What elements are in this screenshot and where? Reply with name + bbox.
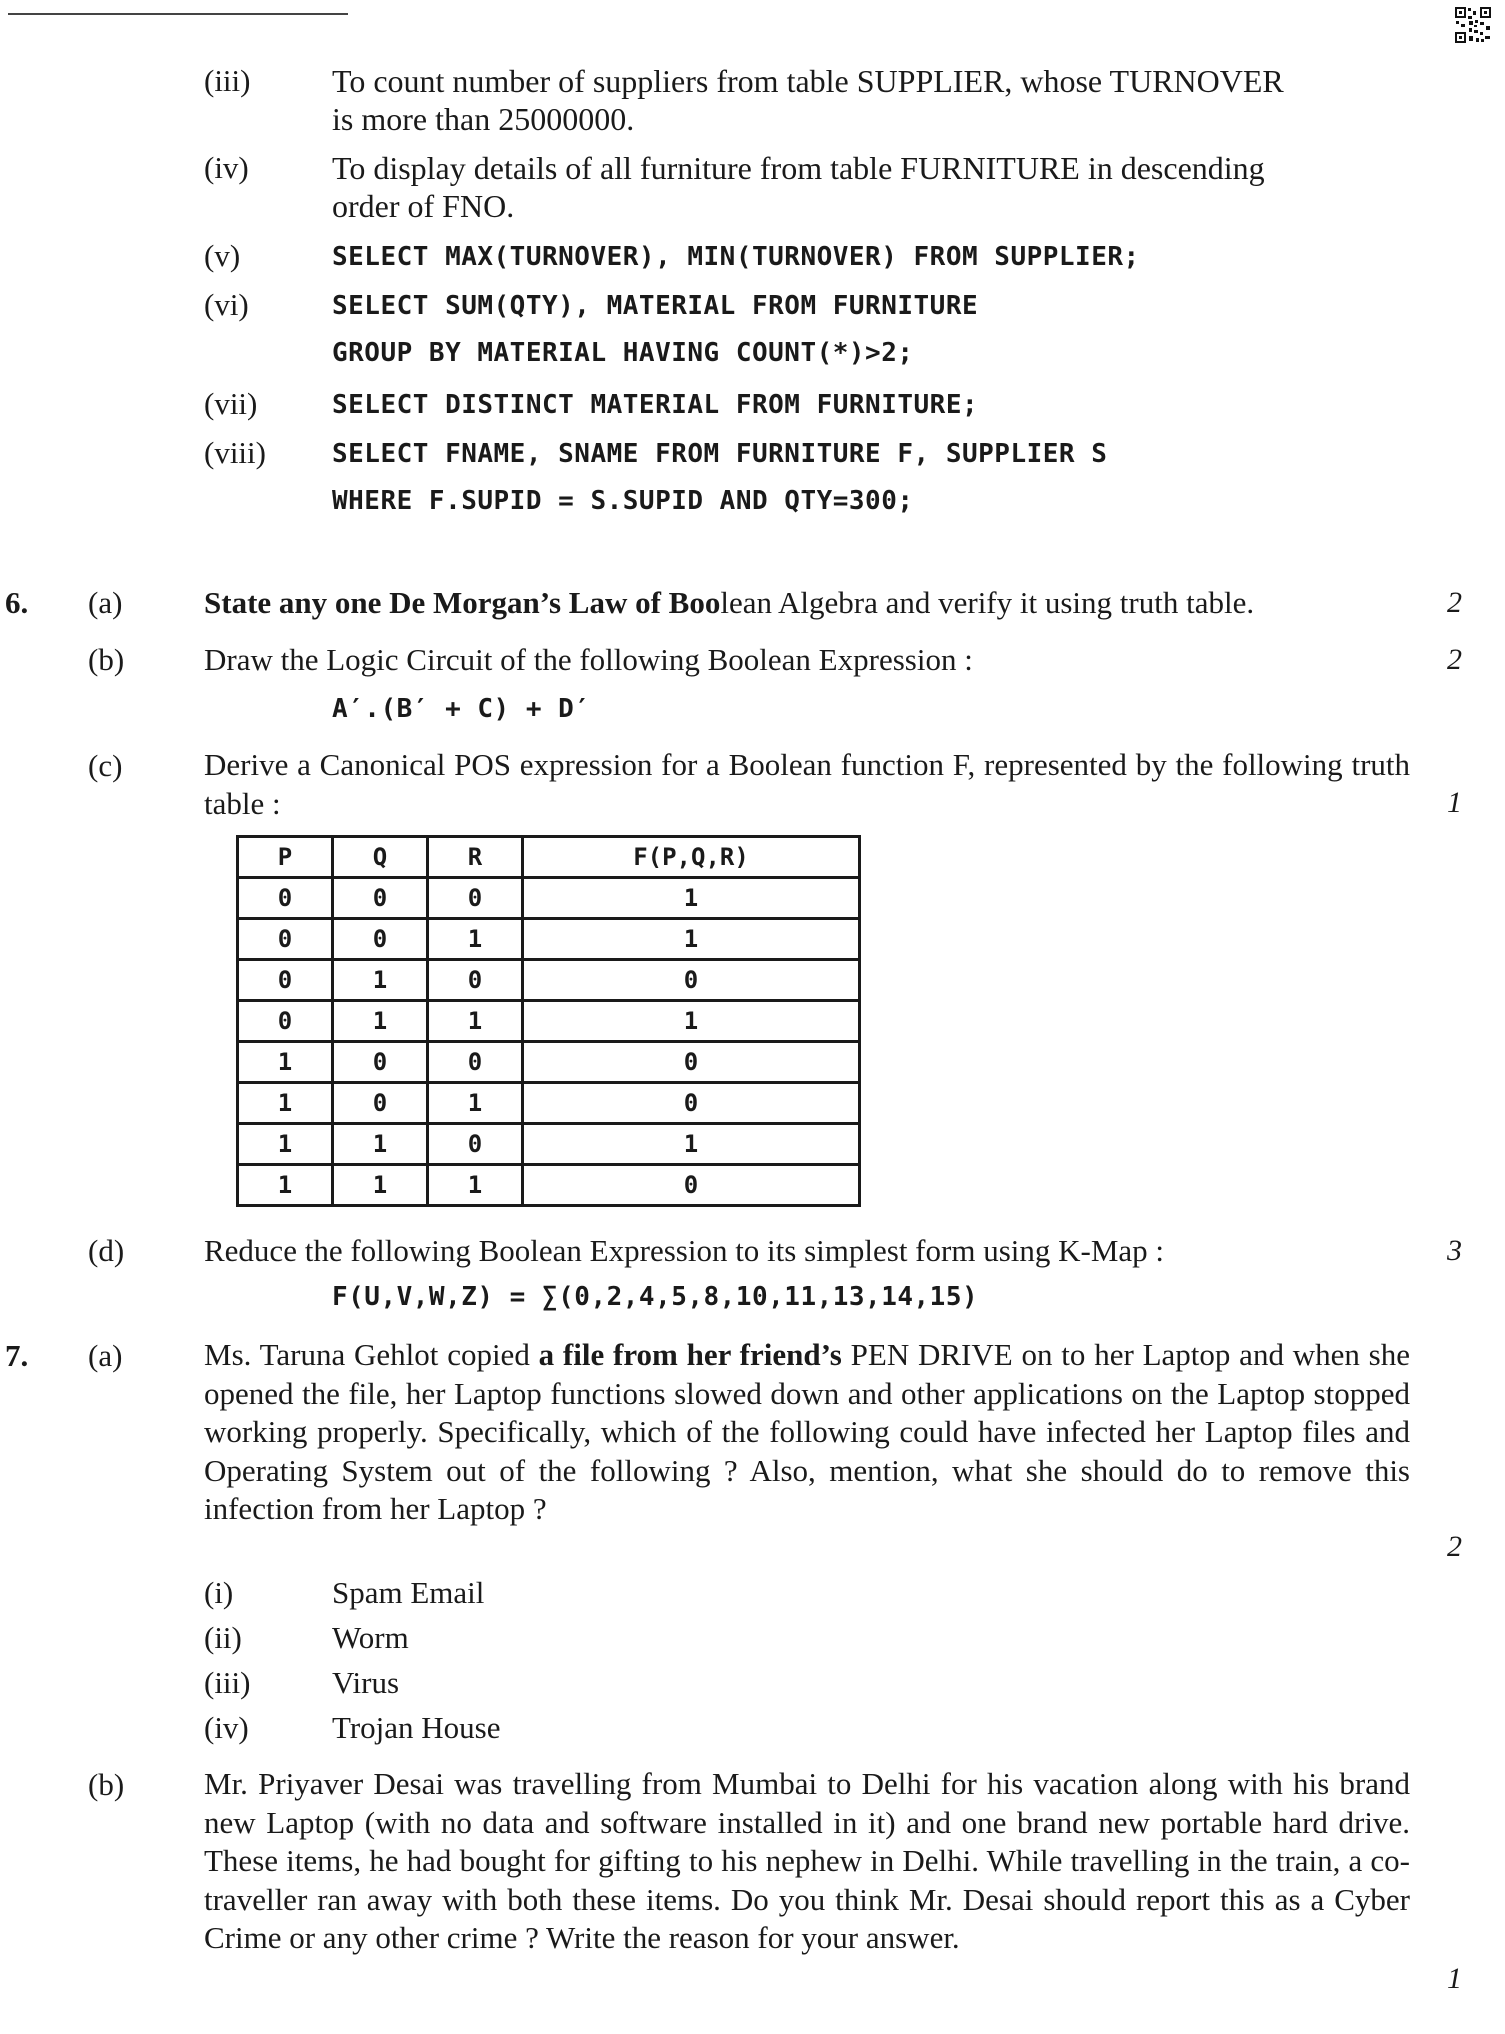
q7a-option-iv-number: (iv) (204, 1710, 249, 1745)
truth-table-cell: 1 (333, 960, 428, 1001)
q7a-label: (a) (88, 1338, 123, 1373)
q5-item-v-code: SELECT MAX(TURNOVER), MIN(TURNOVER) FROM SUPPLIER; (332, 242, 1140, 272)
truth-table-header: Q (333, 837, 428, 878)
qr-code-icon (1454, 6, 1492, 44)
truth-table-row (238, 919, 860, 960)
q5-item-viii-number: (viii) (204, 435, 266, 470)
truth-table-cell: 0 (238, 960, 333, 1001)
q6b-expression: A′.(B′ + C) + D′ (332, 694, 591, 724)
q5-item-vii-code: SELECT DISTINCT MATERIAL FROM FURNITURE; (332, 390, 979, 420)
truth-table-cell: 1 (333, 1165, 428, 1206)
truth-table-cell: 0 (238, 1001, 333, 1042)
truth-table-cell: 1 (428, 919, 523, 960)
truth-table-cell: 1 (238, 1083, 333, 1124)
q5-item-vii-number: (vii) (204, 386, 258, 421)
truth-table-cell: 0 (238, 878, 333, 919)
q5-item-iv-number: (iv) (204, 150, 249, 185)
header-rule (8, 13, 348, 15)
truth-table-cell: 0 (238, 919, 333, 960)
q5-item-iii-line-1: To count number of suppliers from table SUPPLIER, whose TURNOVER (332, 63, 1284, 99)
truth-table-cell: 1 (238, 1042, 333, 1083)
truth-table-cell: 1 (428, 1083, 523, 1124)
q7a-option-i-number: (i) (204, 1575, 234, 1610)
q6d-text: Reduce the following Boolean Expression to its simplest form using K-Map : (204, 1233, 1165, 1268)
truth-table-row (238, 878, 860, 919)
q5-item-vi-number: (vi) (204, 287, 249, 322)
q5-item-iii-number: (iii) (204, 63, 251, 98)
truth-table-row (238, 1083, 860, 1124)
q6c-marks: 1 (1447, 786, 1462, 819)
truth-table-cell: 1 (523, 1124, 860, 1165)
q6c-text: Derive a Canonical POS expression for a Boolean function F, represented by the following truth table : (204, 747, 1410, 821)
truth-table-cell: 0 (428, 878, 523, 919)
q7a-text (204, 1336, 1410, 1529)
truth-table-cell: 0 (523, 960, 860, 1001)
q6d-expression: F(U,V,W,Z) = ∑(0,2,4,5,8,10,11,13,14,15) (332, 1282, 979, 1312)
q6b-label: (b) (88, 642, 125, 677)
q6b-text: Draw the Logic Circuit of the following Boolean Expression : (204, 642, 973, 677)
truth-table-cell: 0 (428, 1124, 523, 1165)
q6b-marks: 2 (1447, 643, 1462, 676)
truth-table-cell: 1 (428, 1165, 523, 1206)
question-6-number: 6. (5, 585, 29, 620)
q7b-marks: 1 (1447, 1962, 1462, 1995)
q5-item-vi-code-2: GROUP BY MATERIAL HAVING COUNT(*)>2; (332, 338, 914, 368)
truth-table-cell: 0 (523, 1165, 860, 1206)
q7a-text-pre: Ms. Taruna Gehlot copied (204, 1337, 539, 1372)
q7a-marks: 2 (1447, 1530, 1462, 1563)
truth-table (236, 835, 861, 1207)
q6a-label: (a) (88, 585, 123, 620)
q5-item-vi-code-1: SELECT SUM(QTY), MATERIAL FROM FURNITURE (332, 291, 979, 321)
q6a-text: lean Algebra and verify it using truth table. (720, 585, 1255, 620)
q5-item-iii-line-2: is more than 25000000. (332, 101, 635, 137)
q7b-text: Mr. Priyaver Desai was travelling from Mumbai to Delhi for his vacation along with his brand new Laptop (with no data and software installed in it) and one brand new portable hard drive. These items, he had bought for gifting to his nephew in Delhi. While travelling in the train, a co-traveller ran away with both these items. Do you think Mr. Desai should report this as a Cyber Crime or any other crime ? Write the reason for your answer. (204, 1766, 1410, 1955)
q6d-marks: 3 (1447, 1234, 1462, 1267)
truth-table-cell: 1 (238, 1165, 333, 1206)
q6a-text-bold: State any one De Morgan’s Law of Boo (204, 585, 721, 620)
q5-item-iv-line-2: order of FNO. (332, 188, 515, 224)
truth-table-row (238, 1124, 860, 1165)
q5-item-v-number: (v) (204, 238, 241, 273)
q5-item-viii-code-2: WHERE F.SUPID = S.SUPID AND QTY=300; (332, 486, 914, 516)
truth-table-header: R (428, 837, 523, 878)
question-7-number: 7. (5, 1338, 29, 1373)
truth-table-cell: 0 (333, 919, 428, 960)
truth-table-cell: 0 (428, 960, 523, 1001)
truth-table-cell: 0 (523, 1083, 860, 1124)
truth-table-header: P (238, 837, 333, 878)
truth-table-cell: 0 (333, 1042, 428, 1083)
q7a-text-bold: a file from her friend’s (538, 1337, 842, 1372)
truth-table-cell: 1 (333, 1124, 428, 1165)
truth-table-row (238, 1165, 860, 1206)
truth-table-header-row (238, 837, 860, 878)
q7b-label: (b) (88, 1767, 125, 1802)
q6a-marks: 2 (1447, 586, 1462, 619)
truth-table-cell: 1 (428, 1001, 523, 1042)
q7a-option-iii-text: Virus (332, 1665, 400, 1700)
q7a-option-iv-text: Trojan House (332, 1710, 501, 1745)
truth-table-cell: 1 (523, 919, 860, 960)
q7a-option-i-text: Spam Email (332, 1575, 485, 1610)
truth-table-cell: 0 (428, 1042, 523, 1083)
q5-item-viii-code-1: SELECT FNAME, SNAME FROM FURNITURE F, SUPPLIER S (332, 439, 1108, 469)
truth-table-cell: 1 (333, 1001, 428, 1042)
truth-table-header: F(P,Q,R) (523, 837, 860, 878)
truth-table-row (238, 960, 860, 1001)
q5-item-iv-line-1: To display details of all furniture from table FURNITURE in descending (332, 150, 1265, 186)
q7a-text-post: PEN DRIVE on to her Laptop and when she opened the file, her Laptop functions slowed down and other applications on the Laptop stopped working properly. Specifically, which of the following could have infected her Laptop files and Operating System out of the following ? Also, mention, what she should do to remove this infection from her Laptop ? (204, 1337, 1411, 1526)
truth-table-row (238, 1042, 860, 1083)
q7a-option-ii-text: Worm (332, 1620, 409, 1655)
truth-table-cell: 0 (333, 878, 428, 919)
truth-table-cell: 0 (333, 1083, 428, 1124)
truth-table-cell: 1 (238, 1124, 333, 1165)
q6d-label: (d) (88, 1233, 125, 1268)
q6c-label: (c) (88, 748, 123, 783)
q7a-option-ii-number: (ii) (204, 1620, 242, 1655)
truth-table-row (238, 1001, 860, 1042)
q7a-option-iii-number: (iii) (204, 1665, 251, 1700)
truth-table-cell: 1 (523, 878, 860, 919)
truth-table-cell: 1 (523, 1001, 860, 1042)
truth-table-cell: 0 (523, 1042, 860, 1083)
